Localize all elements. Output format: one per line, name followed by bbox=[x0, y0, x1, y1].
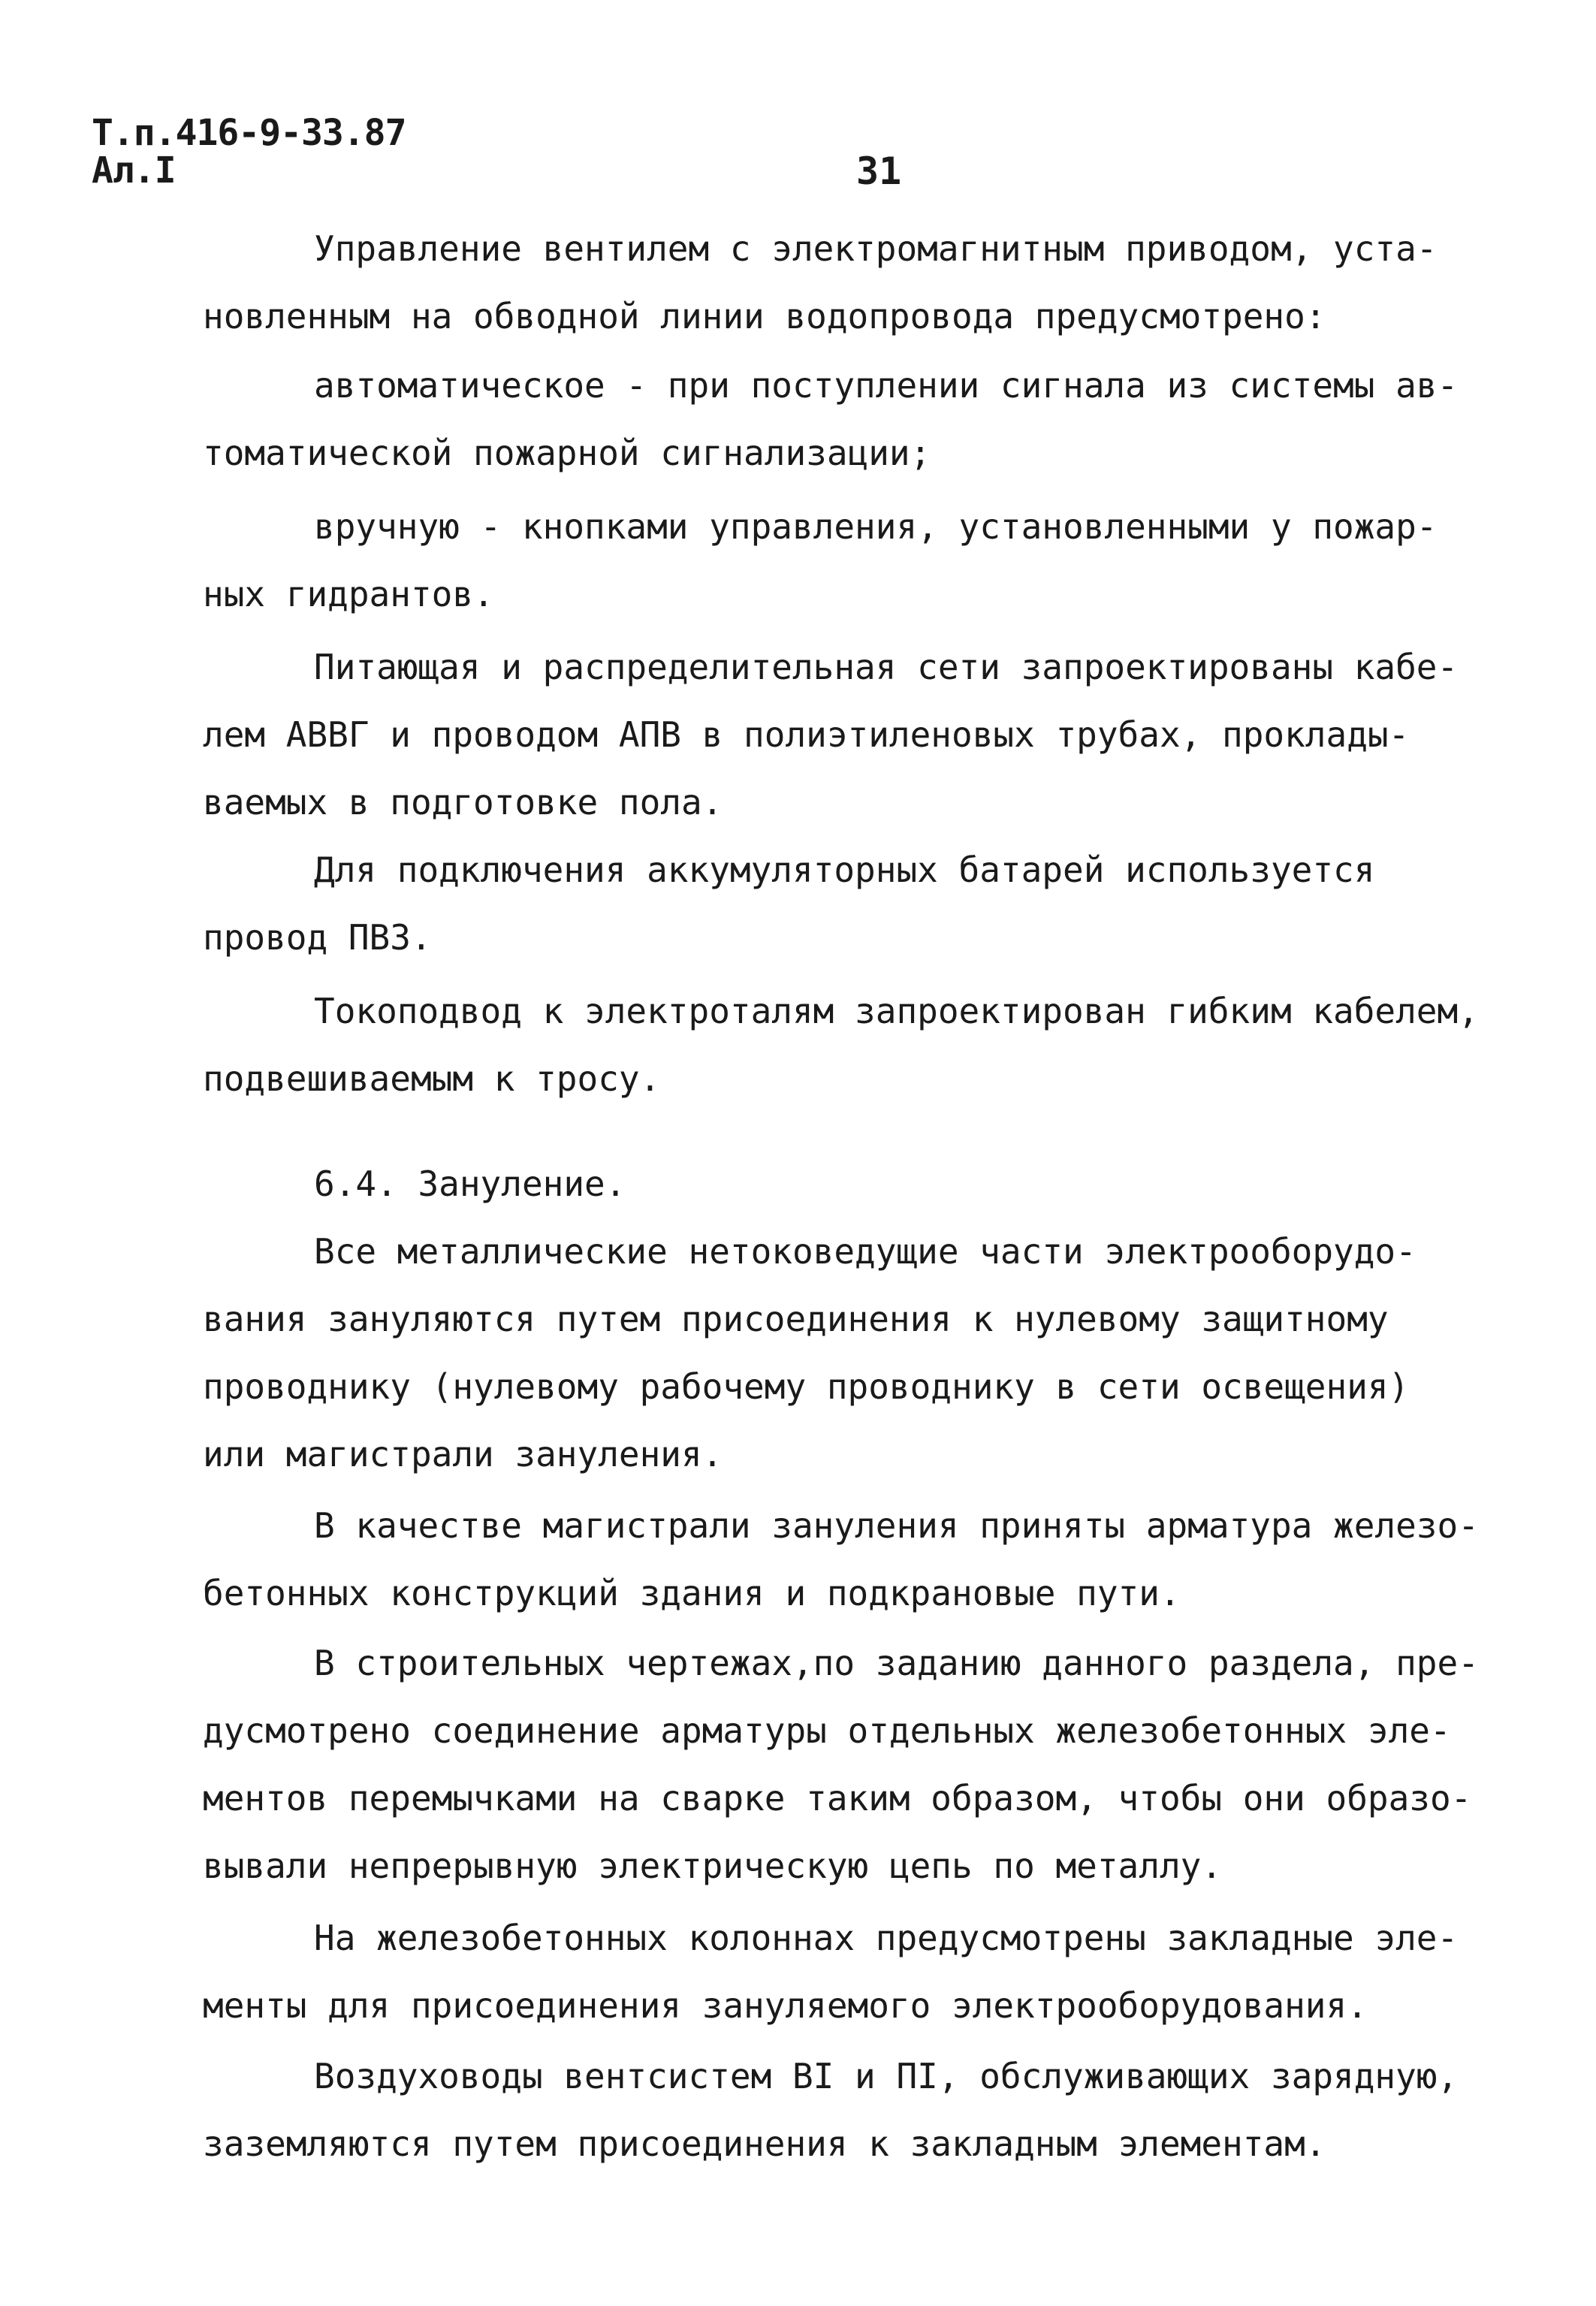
text-line: или магистрали зануления. bbox=[203, 1434, 723, 1474]
document-code-line1: Т.п.416-9-33.87 bbox=[92, 112, 406, 154]
text-line: проводнику (нулевому рабочему проводнику в сети освещения) bbox=[203, 1366, 1410, 1407]
text-line: дусмотрено соединение арматуры отдельных железобетонных эле- bbox=[203, 1710, 1451, 1751]
text-line: подвешиваемым к тросу. bbox=[203, 1058, 661, 1099]
text-line: В качестве магистрали зануления приняты арматура железо- bbox=[314, 1505, 1479, 1546]
text-line: новленным на обводной линии водопровода предусмотрено: bbox=[203, 296, 1326, 337]
text-line: менты для присоединения зануляемого электрооборудования. bbox=[203, 1985, 1368, 2026]
text-line: провод ПВЗ. bbox=[203, 917, 432, 958]
document-code-line2: Ал.I bbox=[92, 149, 176, 192]
text-line: Все металлические нетоковедущие части электрооборудо- bbox=[314, 1231, 1416, 1272]
text-line: вания зануляются путем присоединения к нулевому защитному bbox=[203, 1299, 1389, 1339]
section-heading: 6.4. Зануление. bbox=[314, 1164, 626, 1204]
text-line: лем АВВГ и проводом АПВ в полиэтиленовых трубах, проклады- bbox=[203, 714, 1410, 755]
text-line: В строительных чертежах,по заданию данного раздела, пре- bbox=[314, 1643, 1479, 1683]
text-line: Воздуховоды вентсистем ВI и ПI, обслуживающих зарядную, bbox=[314, 2056, 1459, 2096]
text-line: томатической пожарной сигнализации; bbox=[203, 433, 931, 473]
text-line: Управление вентилем с электромагнитным приводом, уста- bbox=[314, 228, 1438, 269]
text-line: ваемых в подготовке пола. bbox=[203, 782, 723, 822]
text-line: ментов перемычками на сварке таким образом, чтобы они образо- bbox=[203, 1778, 1472, 1819]
text-line: Для подключения аккумуляторных батарей используется bbox=[314, 850, 1375, 890]
document-code bbox=[92, 112, 406, 192]
text-line: вручную - кнопками управления, установленными у пожар- bbox=[314, 506, 1438, 547]
text-line: вывали непрерывную электрическую цепь по металлу. bbox=[203, 1846, 1223, 1886]
text-line: заземляются путем присоединения к закладным элементам. bbox=[203, 2123, 1326, 2164]
text-line: автоматическое - при поступлении сигнала из системы ав- bbox=[314, 365, 1459, 406]
text-line: бетонных конструкций здания и подкрановые пути. bbox=[203, 1573, 1181, 1613]
text-line: Токоподвод к электроталям запроектирован гибким кабелем, bbox=[314, 991, 1479, 1031]
text-line: ных гидрантов. bbox=[203, 574, 494, 614]
page-number: 31 bbox=[856, 149, 902, 193]
text-line: Питающая и распределительная сети запроектированы кабе- bbox=[314, 647, 1459, 687]
text-line: На железобетонных колоннах предусмотрены закладные эле- bbox=[314, 1918, 1459, 1958]
